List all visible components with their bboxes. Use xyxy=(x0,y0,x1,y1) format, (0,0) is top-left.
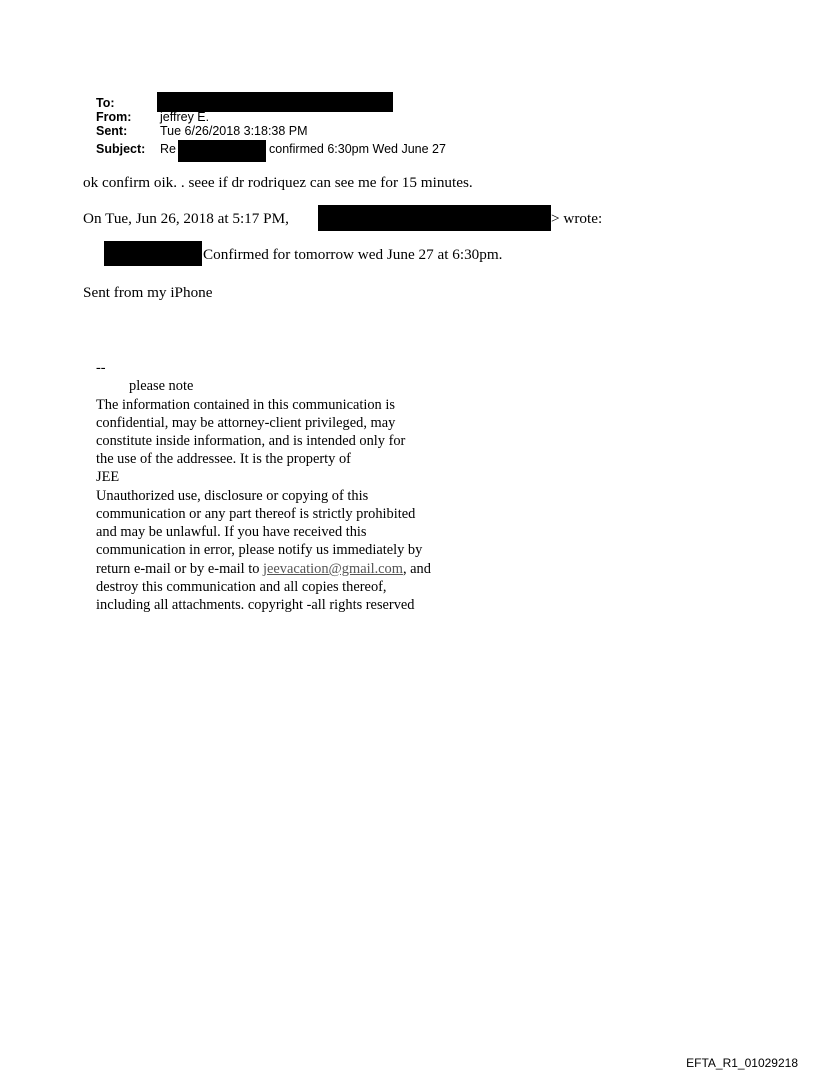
notice-line: constitute inside information, and is intended only for xyxy=(96,433,406,449)
subject-prefix: Re xyxy=(160,142,176,156)
signature-separator: -- xyxy=(96,360,106,376)
notice-line: Unauthorized use, disclosure or copying of this xyxy=(96,488,369,504)
redacted-recipient xyxy=(157,92,393,112)
notice-heading: please note xyxy=(129,378,194,394)
notice-line: the use of the addressee. It is the property of xyxy=(96,451,351,467)
quote-intro-suffix: > wrote: xyxy=(551,210,603,227)
quote-intro-prefix: On Tue, Jun 26, 2018 at 5:17 PM, xyxy=(83,210,289,227)
sent-from-signature: Sent from my iPhone xyxy=(83,284,213,301)
notice-email-line xyxy=(96,560,431,578)
quoted-text: Confirmed for tomorrow wed June 27 at 6:30pm. xyxy=(203,246,503,263)
notice-line: The information contained in this communication is xyxy=(96,397,395,413)
notice-line: communication in error, please notify us immediately by xyxy=(96,542,423,558)
document-id: EFTA_R1_01029218 xyxy=(686,1056,798,1070)
from-value: jeffrey E. xyxy=(160,110,210,124)
notice-email-prefix: return e-mail or by e-mail to xyxy=(96,561,264,577)
notice-line: JEE xyxy=(96,469,120,485)
sent-value: Tue 6/26/2018 3:18:38 PM xyxy=(160,124,308,138)
notice-line: destroy this communication and all copies thereof, xyxy=(96,579,387,595)
sent-label: Sent: xyxy=(96,124,128,138)
from-label: From: xyxy=(96,110,132,124)
notice-line: confidential, may be attorney-client privileged, may xyxy=(96,415,396,431)
redacted-subject xyxy=(178,140,266,162)
notice-line: and may be unlawful. If you have received this xyxy=(96,524,367,540)
notice-line: including all attachments. copyright -all rights reserved xyxy=(96,597,415,613)
subject-label: Subject: xyxy=(96,142,146,156)
to-label: To: xyxy=(96,96,115,110)
notice-email-suffix: , and xyxy=(402,561,431,577)
subject-suffix: confirmed 6:30pm Wed June 27 xyxy=(269,142,446,156)
redacted-greeting xyxy=(104,241,202,266)
notice-line: communication or any part thereof is strictly prohibited xyxy=(96,506,416,522)
reply-text: ok confirm oik. . seee if dr rodriquez can see me for 15 minutes. xyxy=(83,174,473,191)
redacted-sender xyxy=(318,205,551,231)
email-link[interactable]: jeevacation@gmail.com xyxy=(263,561,403,577)
